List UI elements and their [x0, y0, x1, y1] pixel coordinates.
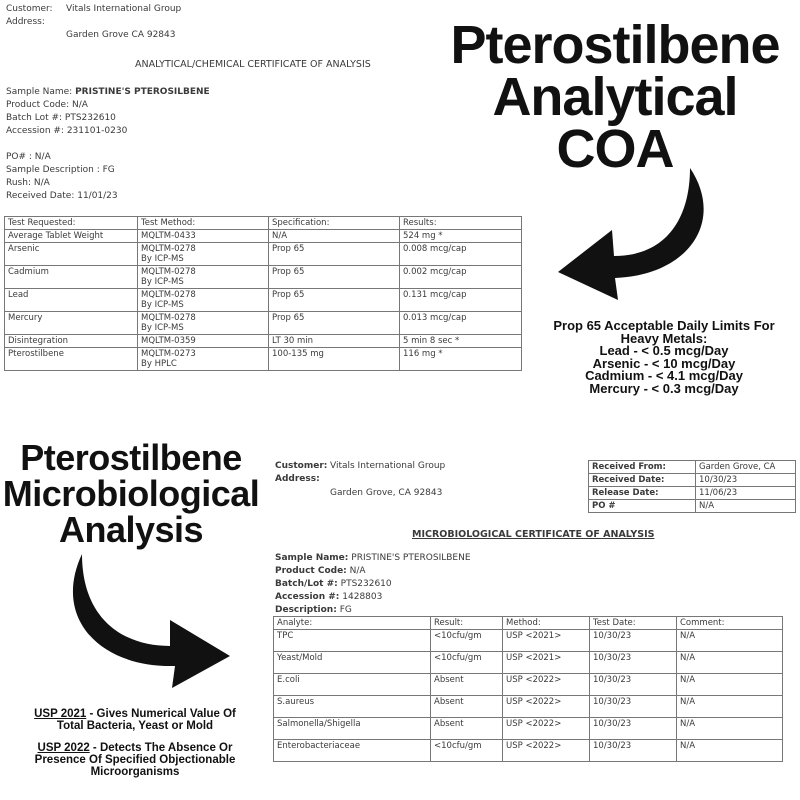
- cell-spec: Prop 65: [269, 289, 400, 312]
- cell-result: 0.131 mcg/cap: [400, 289, 522, 312]
- cell-method: [138, 348, 269, 371]
- table-row: [5, 230, 522, 243]
- col-header: Results:: [400, 217, 522, 230]
- info-row: [589, 474, 796, 487]
- col-header: Test Date:: [590, 617, 677, 630]
- headline-micro-line1: Pterostilbene: [20, 437, 242, 478]
- micro-accession-label: Accession #:: [275, 592, 340, 602]
- method-technique: By ICP-MS: [141, 323, 184, 333]
- micro-batch-value: PTS232610: [340, 579, 392, 589]
- cell-method: [138, 266, 269, 289]
- col-header: Method:: [503, 617, 590, 630]
- cell-analyte: S.aureus: [274, 696, 431, 718]
- info-value: 11/06/23: [696, 487, 796, 500]
- accession: Accession #: 231101-0230: [6, 126, 128, 136]
- table-row: [5, 312, 522, 335]
- cell-spec: LT 30 min: [269, 335, 400, 348]
- info-row: [589, 487, 796, 500]
- info-row: [589, 500, 796, 513]
- micro-product-code-label: Product Code:: [275, 566, 347, 576]
- method-technique: By ICP-MS: [141, 277, 184, 287]
- cell-result: <10cfu/gm: [431, 630, 503, 652]
- cell-date: 10/30/23: [590, 630, 677, 652]
- col-header: Analyte:: [274, 617, 431, 630]
- cell-test: Mercury: [5, 312, 138, 335]
- customer-label: Customer:: [6, 4, 53, 14]
- batch-lot: Batch Lot #: PTS232610: [6, 113, 116, 123]
- info-label: PO #: [589, 500, 696, 513]
- usp-2021-key: USP 2021: [34, 708, 87, 720]
- cell-method: [138, 335, 269, 348]
- headline-micro-line2: Microbiological: [2, 473, 260, 514]
- received-date: Received Date: 11/01/23: [6, 191, 118, 201]
- cell-method: [138, 289, 269, 312]
- coa-title: ANALYTICAL/CHEMICAL CERTIFICATE OF ANALYSIS: [135, 59, 371, 70]
- cell-method: USP <2022>: [503, 718, 590, 740]
- micro-description-value: FG: [339, 605, 352, 615]
- cell-result: Absent: [431, 718, 503, 740]
- prop65-line: Lead - < 0.5 mcg/Day: [599, 343, 729, 358]
- cell-test: Arsenic: [5, 243, 138, 266]
- cell-analyte: Salmonella/Shigella: [274, 718, 431, 740]
- cell-result: Absent: [431, 674, 503, 696]
- cell-method: USP <2021>: [503, 630, 590, 652]
- micro-description-label: Description:: [275, 605, 337, 615]
- info-label: Release Date:: [589, 487, 696, 500]
- cell-date: 10/30/23: [590, 718, 677, 740]
- micro-sample-name-value: PRISTINE'S PTEROSILBENE: [351, 553, 471, 563]
- micro-customer-value: Vitals International Group: [330, 461, 446, 471]
- table-row: [274, 630, 783, 652]
- cell-method: USP <2022>: [503, 696, 590, 718]
- sample-name-value: PRISTINE'S PTEROSILBENE: [75, 87, 210, 97]
- prop65-line: Cadmium - < 4.1 mcg/Day: [585, 368, 743, 383]
- rush: Rush: N/A: [6, 178, 50, 188]
- cell-result: 0.008 mcg/cap: [400, 243, 522, 266]
- cell-analyte: Enterobacteriaceae: [274, 740, 431, 762]
- sample-description: Sample Description : FG: [6, 165, 115, 175]
- prop65-line: Mercury - < 0.3 mcg/Day: [589, 380, 739, 396]
- info-value: 10/30/23: [696, 474, 796, 487]
- col-header: Comment:: [677, 617, 783, 630]
- method-technique: By ICP-MS: [141, 300, 184, 310]
- cell-spec: Prop 65: [269, 312, 400, 335]
- info-value: Garden Grove, CA: [696, 461, 796, 474]
- cell-analyte: TPC: [274, 630, 431, 652]
- micro-batch-label: Batch/Lot #:: [275, 579, 338, 589]
- prop65-note: [530, 320, 798, 395]
- cell-test: Lead: [5, 289, 138, 312]
- method-code: MQLTM-0278: [141, 267, 196, 277]
- cell-comment: N/A: [677, 652, 783, 674]
- cell-result: <10cfu/gm: [431, 652, 503, 674]
- cell-method: [138, 230, 269, 243]
- cell-result: 0.002 mcg/cap: [400, 266, 522, 289]
- address-label: Address:: [6, 17, 45, 27]
- table-row: [5, 348, 522, 371]
- cell-result: 0.013 mcg/cap: [400, 312, 522, 335]
- cell-comment: N/A: [677, 696, 783, 718]
- cell-date: 10/30/23: [590, 740, 677, 762]
- micro-results-table: [273, 616, 783, 762]
- cell-analyte: Yeast/Mold: [274, 652, 431, 674]
- product-code: Product Code: N/A: [6, 100, 88, 110]
- method-code: MQLTM-0278: [141, 244, 196, 254]
- prop65-line: Prop 65 Acceptable Daily Limits For: [553, 318, 775, 333]
- cell-result: 116 mg *: [400, 348, 522, 371]
- col-header: Test Method:: [138, 217, 269, 230]
- cell-date: 10/30/23: [590, 674, 677, 696]
- table-row: [5, 289, 522, 312]
- cell-method: [138, 243, 269, 266]
- cell-method: USP <2022>: [503, 674, 590, 696]
- usp-2022-line3: Microorganisms: [90, 766, 180, 778]
- cell-result: <10cfu/gm: [431, 740, 503, 762]
- address-value: Garden Grove CA 92843: [66, 30, 176, 40]
- prop65-line: Arsenic - < 10 mcg/Day: [592, 355, 736, 371]
- cell-method: USP <2022>: [503, 740, 590, 762]
- method-code: MQLTM-0273: [141, 349, 196, 359]
- curved-arrow-icon: [60, 548, 240, 698]
- table-row: [5, 266, 522, 289]
- cell-comment: N/A: [677, 630, 783, 652]
- micro-coa-title: MICROBIOLOGICAL CERTIFICATE OF ANALYSIS: [412, 529, 655, 540]
- table-row: [274, 696, 783, 718]
- table-row: [5, 243, 522, 266]
- col-header: Result:: [431, 617, 503, 630]
- cell-result: 5 min 8 sec *: [400, 335, 522, 348]
- method-technique: By ICP-MS: [141, 254, 184, 264]
- micro-address-value: Garden Grove, CA 92843: [330, 488, 443, 498]
- info-value: N/A: [696, 500, 796, 513]
- usp-2022-text: - Detects The Absence Or: [89, 742, 233, 754]
- usp-2021-text: - Gives Numerical Value Of: [86, 708, 236, 720]
- method-code: MQLTM-0359: [141, 336, 196, 346]
- info-label: Received Date:: [589, 474, 696, 487]
- cell-analyte: E.coli: [274, 674, 431, 696]
- micro-customer-label: Customer:: [275, 461, 328, 471]
- headline-analytical-line3: COA: [556, 119, 674, 179]
- micro-sample-name-label: Sample Name:: [275, 553, 349, 563]
- method-technique: By HPLC: [141, 359, 177, 369]
- table-row: [274, 652, 783, 674]
- headline-analytical-line2: Analytical: [492, 67, 738, 127]
- cell-test: Pterostilbene: [5, 348, 138, 371]
- cell-date: 10/30/23: [590, 652, 677, 674]
- cell-test: Average Tablet Weight: [5, 230, 138, 243]
- analytical-results-table: [4, 216, 522, 371]
- info-row: [589, 461, 796, 474]
- micro-info-table: [588, 460, 796, 513]
- headline-micro-line3: Analysis: [58, 509, 204, 550]
- customer-value: Vitals International Group: [66, 4, 182, 14]
- info-label: Received From:: [589, 461, 696, 474]
- cell-comment: N/A: [677, 740, 783, 762]
- cell-spec: Prop 65: [269, 266, 400, 289]
- micro-product-code-value: N/A: [349, 566, 366, 576]
- cell-method: [138, 312, 269, 335]
- usp-2022-line2: Presence Of Specified Objectionable: [34, 754, 236, 766]
- usp-2022-key: USP 2022: [37, 742, 90, 754]
- method-code: MQLTM-0278: [141, 313, 196, 323]
- sample-name-label: Sample Name:: [6, 87, 73, 97]
- table-row: [274, 718, 783, 740]
- table-row: [5, 335, 522, 348]
- cell-test: Disintegration: [5, 335, 138, 348]
- cell-method: USP <2021>: [503, 652, 590, 674]
- method-code: MQLTM-0278: [141, 290, 196, 300]
- col-header: Specification:: [269, 217, 400, 230]
- cell-spec: N/A: [269, 230, 400, 243]
- prop65-line: Heavy Metals:: [620, 330, 708, 346]
- cell-test: Cadmium: [5, 266, 138, 289]
- cell-spec: 100-135 mg: [269, 348, 400, 371]
- usp-2021-line2: Total Bacteria, Yeast or Mold: [56, 720, 214, 732]
- po-number: PO# : N/A: [6, 152, 51, 162]
- usp-2021-note: [4, 708, 266, 732]
- col-header: Test Requested:: [5, 217, 138, 230]
- cell-comment: N/A: [677, 674, 783, 696]
- micro-accession-value: 1428803: [342, 592, 383, 602]
- table-row: [274, 740, 783, 762]
- cell-date: 10/30/23: [590, 696, 677, 718]
- cell-spec: Prop 65: [269, 243, 400, 266]
- headline-analytical-line1: Pterostilbene: [450, 15, 780, 75]
- micro-address-label: Address:: [275, 474, 320, 484]
- cell-comment: N/A: [677, 718, 783, 740]
- method-code: MQLTM-0433: [141, 231, 196, 241]
- table-row: [274, 674, 783, 696]
- cell-result: 524 mg *: [400, 230, 522, 243]
- curved-arrow-icon: [540, 160, 720, 310]
- usp-2022-note: [4, 742, 266, 778]
- cell-result: Absent: [431, 696, 503, 718]
